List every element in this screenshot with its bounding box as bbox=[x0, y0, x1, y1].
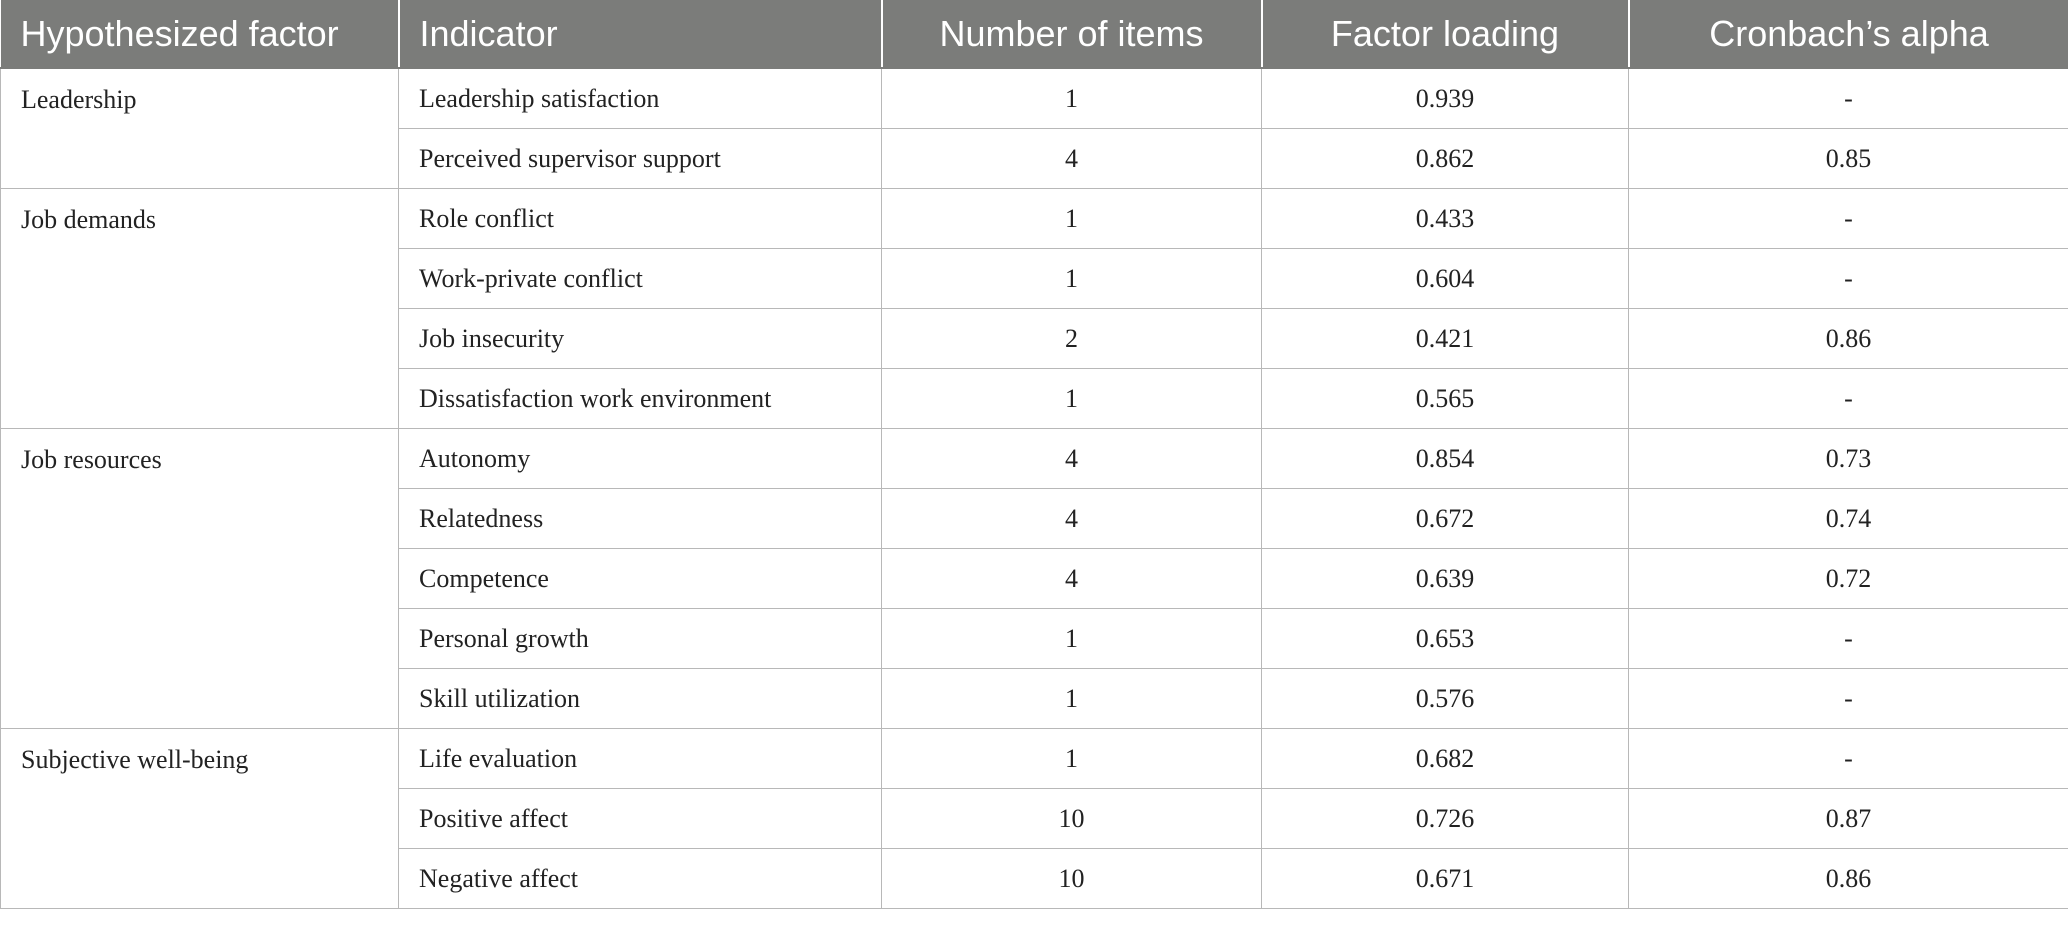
header-factor-loading: Factor loading bbox=[1262, 0, 1629, 68]
table-row bbox=[1, 68, 2068, 129]
header-cronbachs-alpha: Cronbach’s alpha bbox=[1629, 0, 2068, 68]
cell-cronbachs-alpha: 0.86 bbox=[1629, 849, 2068, 909]
cell-number-of-items: 1 bbox=[882, 729, 1262, 789]
cell-indicator: Leadership satisfaction bbox=[399, 68, 882, 129]
cell-cronbachs-alpha: 0.72 bbox=[1629, 549, 2068, 609]
cell-number-of-items: 4 bbox=[882, 429, 1262, 489]
table-row bbox=[1, 729, 2068, 789]
cell-cronbachs-alpha: 0.85 bbox=[1629, 129, 2068, 189]
cell-cronbachs-alpha: - bbox=[1629, 189, 2068, 249]
cell-number-of-items: 1 bbox=[882, 68, 1262, 129]
cell-number-of-items: 1 bbox=[882, 609, 1262, 669]
cell-cronbachs-alpha: - bbox=[1629, 609, 2068, 669]
cell-indicator: Dissatisfaction work environment bbox=[399, 369, 882, 429]
header-indicator: Indicator bbox=[399, 0, 882, 68]
cell-indicator: Perceived supervisor support bbox=[399, 129, 882, 189]
table-header bbox=[1, 0, 2068, 68]
cell-factor-loading: 0.862 bbox=[1262, 129, 1629, 189]
cell-number-of-items: 10 bbox=[882, 789, 1262, 849]
cell-indicator: Job insecurity bbox=[399, 309, 882, 369]
cell-hypothesized-factor: Subjective well-being bbox=[1, 729, 399, 909]
cell-factor-loading: 0.576 bbox=[1262, 669, 1629, 729]
cell-number-of-items: 2 bbox=[882, 309, 1262, 369]
cell-factor-loading: 0.421 bbox=[1262, 309, 1629, 369]
cell-cronbachs-alpha: - bbox=[1629, 249, 2068, 309]
cell-number-of-items: 4 bbox=[882, 549, 1262, 609]
cell-cronbachs-alpha: - bbox=[1629, 669, 2068, 729]
cell-indicator: Competence bbox=[399, 549, 882, 609]
cell-factor-loading: 0.671 bbox=[1262, 849, 1629, 909]
cell-number-of-items: 1 bbox=[882, 669, 1262, 729]
cell-cronbachs-alpha: 0.87 bbox=[1629, 789, 2068, 849]
cell-hypothesized-factor: Leadership bbox=[1, 68, 399, 189]
cell-indicator: Positive affect bbox=[399, 789, 882, 849]
cell-indicator: Life evaluation bbox=[399, 729, 882, 789]
cell-cronbachs-alpha: - bbox=[1629, 729, 2068, 789]
cell-factor-loading: 0.939 bbox=[1262, 68, 1629, 129]
cell-number-of-items: 1 bbox=[882, 369, 1262, 429]
cell-hypothesized-factor: Job resources bbox=[1, 429, 399, 729]
cell-factor-loading: 0.565 bbox=[1262, 369, 1629, 429]
cell-number-of-items: 1 bbox=[882, 189, 1262, 249]
cell-number-of-items: 10 bbox=[882, 849, 1262, 909]
cell-number-of-items: 4 bbox=[882, 489, 1262, 549]
cell-indicator: Skill utilization bbox=[399, 669, 882, 729]
header-number-of-items: Number of items bbox=[882, 0, 1262, 68]
cell-cronbachs-alpha: - bbox=[1629, 369, 2068, 429]
header-hypothesized-factor: Hypothesized factor bbox=[1, 0, 399, 68]
cell-factor-loading: 0.604 bbox=[1262, 249, 1629, 309]
cell-indicator: Personal growth bbox=[399, 609, 882, 669]
cell-cronbachs-alpha: 0.86 bbox=[1629, 309, 2068, 369]
cell-factor-loading: 0.854 bbox=[1262, 429, 1629, 489]
cell-cronbachs-alpha: 0.74 bbox=[1629, 489, 2068, 549]
cell-indicator: Work-private conflict bbox=[399, 249, 882, 309]
cell-factor-loading: 0.726 bbox=[1262, 789, 1629, 849]
cell-factor-loading: 0.653 bbox=[1262, 609, 1629, 669]
header-row bbox=[1, 0, 2068, 68]
cell-cronbachs-alpha: 0.73 bbox=[1629, 429, 2068, 489]
cell-factor-loading: 0.433 bbox=[1262, 189, 1629, 249]
cell-indicator: Autonomy bbox=[399, 429, 882, 489]
cell-factor-loading: 0.682 bbox=[1262, 729, 1629, 789]
cell-cronbachs-alpha: - bbox=[1629, 68, 2068, 129]
cell-indicator: Role conflict bbox=[399, 189, 882, 249]
cell-indicator: Negative affect bbox=[399, 849, 882, 909]
cell-factor-loading: 0.672 bbox=[1262, 489, 1629, 549]
cell-number-of-items: 1 bbox=[882, 249, 1262, 309]
table-row bbox=[1, 189, 2068, 249]
cell-factor-loading: 0.639 bbox=[1262, 549, 1629, 609]
cell-number-of-items: 4 bbox=[882, 129, 1262, 189]
cell-hypothesized-factor: Job demands bbox=[1, 189, 399, 429]
cell-indicator: Relatedness bbox=[399, 489, 882, 549]
table-row bbox=[1, 429, 2068, 489]
table-body bbox=[1, 68, 2068, 909]
